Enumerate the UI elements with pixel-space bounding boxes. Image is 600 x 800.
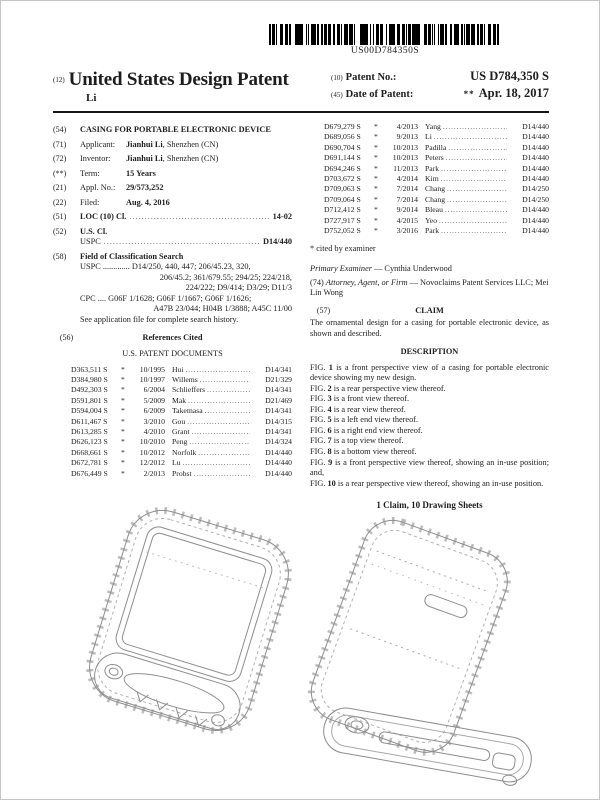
dot-leader — [441, 164, 507, 174]
ref-number: D703,672 S — [324, 174, 361, 184]
loc-class-value: 14-02 — [272, 212, 292, 222]
dot-leader — [448, 143, 507, 153]
ref-class: D21/329 — [265, 374, 292, 384]
ref-number: D613,285 S — [71, 427, 108, 436]
reference-row: D363,511 S * 10/1995 Hui ..... D14/341 — [71, 365, 292, 375]
ref-name: Schlieffers — [172, 385, 206, 395]
inventor-name: Jianhui Li — [126, 154, 163, 164]
ref-date: 4/2015 — [396, 215, 418, 225]
application-number: 29/573,252 — [126, 183, 164, 193]
ref-class: D14/440 — [265, 447, 292, 457]
ref-class: D14/341 — [265, 406, 292, 416]
filing-date: Aug. 4, 2016 — [126, 197, 170, 207]
figure-description: FIG. 5 is a left end view thereof. — [310, 415, 419, 425]
ref-name: Yang — [425, 122, 441, 131]
ref-class: D14/440 — [522, 215, 549, 225]
ref-name: Grant — [172, 427, 190, 436]
field-applicant: (71) Applicant: Jianhui Li, Shenzhen (CN) — [53, 139, 219, 149]
reference-row: D492,303 S * 6/2004 Schlieffers ..... D14/341 — [71, 385, 292, 395]
patent-date: Apr. 18, 2017 — [478, 86, 549, 100]
reference-row: D668,661 S * 10/2012 Norfolk ..... D14/440 — [71, 448, 292, 458]
ref-number: D591,801 S — [71, 395, 108, 405]
dot-leader — [443, 122, 507, 132]
ref-name: Lu — [172, 458, 181, 468]
figure-rear-perspective — [299, 497, 567, 799]
term-extension-stars: ** — [463, 89, 475, 99]
ref-class: D14/250 — [522, 194, 549, 204]
inventor-surname: Li — [86, 92, 97, 104]
ref-number: D611,467 S — [71, 416, 108, 426]
ref-date: 3/2010 — [143, 416, 165, 426]
ref-number: D689,056 S — [324, 132, 361, 142]
reference-row: D613,285 S * 4/2010 Grant ..... D14/341 — [71, 427, 292, 437]
ref-name: Willems — [172, 374, 198, 384]
header-rule — [53, 111, 549, 113]
ref-class: D14/440 — [522, 174, 549, 184]
reference-row: D712,412 S * 9/2014 Bleau ..... D14/440 — [324, 205, 549, 215]
ref-name: Yeo — [425, 215, 438, 225]
figure-description: FIG. 9 is a front perspective view thereof, showing an in-use position; and, — [310, 457, 550, 478]
header — [53, 69, 549, 104]
barcode-image — [269, 24, 501, 45]
reference-row: D679,279 S * 4/2013 Yang ..... D14/440 — [324, 122, 549, 132]
references-table-right — [310, 122, 549, 236]
figure-description: FIG. 7 is a top view thereof. — [310, 436, 404, 446]
dot-leader — [189, 437, 250, 447]
ref-name: Li — [425, 132, 432, 142]
ref-class: D14/440 — [522, 163, 549, 173]
ref-date: 4/2014 — [396, 174, 418, 184]
ref-class: D14/341 — [265, 364, 292, 374]
ref-name: Takemasa — [172, 406, 203, 416]
ref-date: 9/2014 — [396, 205, 418, 215]
applicant-name: Jianhui Li — [126, 139, 163, 149]
dot-leader — [205, 406, 250, 416]
ref-number: D727,917 S — [324, 215, 361, 225]
ref-date: 9/2013 — [396, 132, 418, 142]
ref-class: D14/250 — [522, 184, 549, 194]
ref-class: D14/324 — [265, 437, 292, 447]
inid-code-10: (10) — [331, 74, 343, 82]
ref-name: Padilla — [425, 142, 447, 152]
ref-class: D14/440 — [522, 205, 549, 215]
reference-row: D611,467 S * 3/2010 Gou ..... D14/315 — [71, 417, 292, 427]
right-column — [310, 121, 549, 512]
ref-date: 10/1995 — [139, 364, 165, 374]
ref-number: D492,303 S — [71, 385, 108, 395]
reference-row: D384,980 S * 10/1997 Willems ..... D21/329 — [71, 375, 292, 385]
dot-leader — [194, 469, 250, 479]
reference-row: D752,052 S * 3/2016 Park ..... D14/440 — [324, 226, 549, 236]
ref-date: 10/2010 — [139, 437, 165, 447]
invention-title: CASING FOR PORTABLE ELECTRONIC DEVICE — [80, 125, 271, 134]
figure-description: FIG. 6 is a right end view thereof. — [310, 425, 423, 435]
ref-class: D14/440 — [522, 142, 549, 152]
reference-row: D676,449 S * 2/2013 Probst ..... D14/440 — [71, 469, 292, 479]
ref-date: 5/2009 — [143, 395, 165, 405]
ref-date: 11/2013 — [393, 163, 418, 173]
ref-number: D384,980 S — [71, 374, 108, 384]
ref-date: 4/2013 — [396, 122, 418, 131]
ref-name: Probst — [172, 468, 192, 478]
ref-name: Mak — [172, 395, 187, 405]
ref-name: Hui — [172, 364, 184, 374]
ref-date: 7/2014 — [396, 184, 418, 194]
ref-number: D363,511 S — [71, 364, 108, 374]
ref-date: 6/2009 — [143, 406, 165, 416]
ref-class: D14/440 — [522, 153, 549, 163]
reference-row: D626,123 S * 10/2010 Peng ..... D14/324 — [71, 437, 292, 447]
reference-row: D691,144 S * 10/2013 Peters ..... D14/440 — [324, 153, 549, 163]
dot-leader — [188, 396, 250, 406]
left-column — [53, 121, 292, 512]
ref-number: D668,661 S — [71, 447, 108, 457]
ref-name: Kim — [425, 174, 439, 184]
reference-row: D703,672 S * 4/2014 Kim ..... D14/440 — [324, 174, 549, 184]
reference-row: D591,801 S * 5/2009 Mak ..... D21/469 — [71, 396, 292, 406]
claim-heading: (57) CLAIM — [316, 305, 444, 315]
date-of-patent-label: Date of Patent: — [345, 89, 414, 100]
ref-class: D14/315 — [265, 416, 292, 426]
ref-name: Gou — [172, 416, 186, 426]
dot-leader — [104, 237, 260, 248]
ref-date: 7/2014 — [396, 194, 418, 204]
claims-sheets-note: 1 Claim, 10 Drawing Sheets — [376, 500, 483, 511]
ref-number: D691,144 S — [324, 153, 361, 163]
figure-description: FIG. 3 is a front view thereof. — [310, 394, 410, 404]
attorney-name: — Novoclaims Patent Services LLC; Mei Lin Wong — [310, 277, 549, 298]
figure-description: FIG. 4 is a rear view thereof. — [310, 404, 406, 414]
reference-row: D694,246 S * 11/2013 Park ..... D14/440 — [324, 164, 549, 174]
ref-number: D594,004 S — [71, 406, 108, 416]
dot-leader — [200, 375, 250, 385]
ref-class: D14/440 — [522, 122, 549, 131]
ref-name: Peters — [425, 153, 444, 163]
dot-leader — [445, 205, 507, 215]
dot-leader — [207, 385, 250, 395]
field-filed: (22) Filed: Aug. 4, 2016 — [53, 197, 170, 207]
dot-leader — [439, 216, 507, 226]
ref-number: D676,449 S — [71, 468, 108, 478]
dot-leader — [187, 417, 250, 427]
ref-date: 10/2013 — [392, 153, 418, 163]
ref-date: 10/2013 — [392, 142, 418, 152]
primary-examiner-line: Primary Examiner — Cynthia Underwood — [310, 264, 452, 273]
barcode-text: US00D784350S — [350, 46, 420, 56]
ref-name: Bleau — [425, 205, 443, 215]
drawing-sheet — [1, 495, 600, 800]
field-appl-no: (21) Appl. No.: 29/573,252 — [53, 183, 164, 193]
uspc-class-value: D14/440 — [262, 237, 292, 247]
dot-leader — [446, 153, 507, 163]
dot-leader — [441, 226, 507, 236]
ref-date: 12/2012 — [139, 458, 165, 468]
ref-number: D690,704 S — [324, 142, 361, 152]
ref-number: D709,063 S — [324, 184, 361, 194]
reference-row: D709,063 S * 7/2014 Chang ..... D14/250 — [324, 184, 549, 194]
dot-leader — [183, 458, 250, 468]
ref-name: Peng — [172, 437, 188, 447]
inid-code-12: (12) — [53, 76, 65, 84]
figure-description: FIG. 1 is a front perspective view of a casing for portable electronic device showing my new design. — [310, 362, 549, 383]
dot-leader — [129, 212, 269, 223]
ref-name: Norfolk — [172, 447, 197, 457]
description-heading: DESCRIPTION — [400, 347, 459, 357]
field-term: (**) Term: 15 Years — [53, 168, 156, 178]
attorney-line: (74) Attorney, Agent, or Firm — Novoclaims Patent Services LLC; Mei Lin Wong — [310, 277, 549, 298]
reference-row: D709,064 S * 7/2014 Chang ..... D14/250 — [324, 195, 549, 205]
dot-leader — [447, 195, 507, 205]
field-title: (54) CASING FOR PORTABLE ELECTRONIC DEVICE — [53, 125, 292, 136]
barcode-block — [269, 24, 501, 56]
ref-number: D712,412 S — [324, 205, 361, 215]
ref-class: D14/440 — [522, 226, 549, 236]
ref-class: D21/469 — [265, 395, 292, 405]
references-cited-heading: (56) References Cited — [59, 332, 203, 342]
field-us-class: (52) U.S. Cl. USPC ..... D14/440 — [53, 227, 292, 248]
term-value: 15 Years — [126, 168, 156, 178]
ref-name: Park — [425, 163, 440, 173]
reference-row: D727,917 S * 4/2015 Yeo ..... D14/440 — [324, 216, 549, 226]
ref-class: D14/440 — [522, 132, 549, 142]
dot-leader — [441, 174, 507, 184]
ref-name: Chang — [425, 184, 446, 194]
ref-number: D752,052 S — [324, 226, 361, 236]
ref-date: 6/2004 — [143, 385, 165, 395]
us-patent-documents-heading: U.S. PATENT DOCUMENTS — [122, 349, 223, 359]
ref-class: D14/341 — [265, 427, 292, 436]
ref-name: Park — [425, 226, 440, 236]
figure-descriptions — [310, 363, 549, 489]
ref-name: Chang — [425, 194, 446, 204]
ref-number: D694,246 S — [324, 163, 361, 173]
ref-class: D14/440 — [265, 468, 292, 478]
ref-number: D679,279 S — [324, 122, 361, 131]
patent-no-label: Patent No.: — [345, 72, 397, 83]
ref-class: D14/341 — [265, 385, 292, 395]
cited-by-examiner-note: * cited by examiner — [310, 244, 376, 254]
dot-leader — [447, 184, 507, 194]
figure-description: FIG. 8 is a bottom view thereof. — [310, 446, 417, 456]
reference-row: D672,781 S * 12/2012 Lu ..... D14/440 — [71, 458, 292, 468]
references-table-left — [53, 365, 292, 479]
reference-row: D690,704 S * 10/2013 Padilla ..... D14/440 — [324, 143, 549, 153]
claim-text: The ornamental design for a casing for portable electronic device, as shown and described. — [310, 318, 549, 338]
ref-class: D14/440 — [265, 458, 292, 468]
document-title: United States Design Patent — [68, 69, 289, 90]
dot-leader — [192, 427, 250, 437]
field-loc-class: (51) LOC (10) Cl. ..... 14-02 — [53, 212, 292, 223]
bibliographic-columns — [53, 121, 549, 512]
field-inventor: (72) Inventor: Jianhui Li, Shenzhen (CN) — [53, 154, 219, 164]
dot-leader — [198, 448, 250, 458]
figure-description: FIG. 10 is a rear perspective view thereof, showing an in-use position. — [310, 478, 544, 488]
dot-leader — [186, 365, 250, 375]
ref-date: 4/2010 — [143, 427, 165, 436]
patent-number: US D784,350 S — [470, 69, 549, 83]
ref-number: D709,064 S — [324, 194, 361, 204]
ref-number: D672,781 S — [71, 458, 108, 468]
figure-description: FIG. 2 is a rear perspective view thereof. — [310, 383, 446, 393]
ref-number: D626,123 S — [71, 437, 108, 447]
examiner-name: — Cynthia Underwood — [374, 264, 452, 273]
ref-date: 3/2016 — [396, 226, 418, 236]
ref-date: 10/2012 — [139, 447, 165, 457]
ref-date: 2/2013 — [143, 468, 165, 478]
ref-date: 10/1997 — [139, 374, 165, 384]
dot-leader — [434, 132, 507, 142]
figure-front-perspective — [57, 497, 307, 799]
inid-code-45: (45) — [331, 91, 343, 99]
reference-row: D689,056 S * 9/2013 Li ..... D14/440 — [324, 132, 549, 142]
field-classification-search: (58) Field of Classification Search USPC ............. D14/250, 440, 447; 206/45.23, 320, 206/45.2; 361/679.55; 294/25; 224/218, 224/222; D9/414; D3/29; D11/3 CPC .... G06F 1/1628; G06F 1/1667; G06F 1/1626; A47B 23/044; H04B 1/3888; A45C 11/00 See application file for complete search history. — [53, 251, 292, 324]
reference-row: D594,004 S * 6/2009 Takemasa ..... D14/341 — [71, 406, 292, 416]
